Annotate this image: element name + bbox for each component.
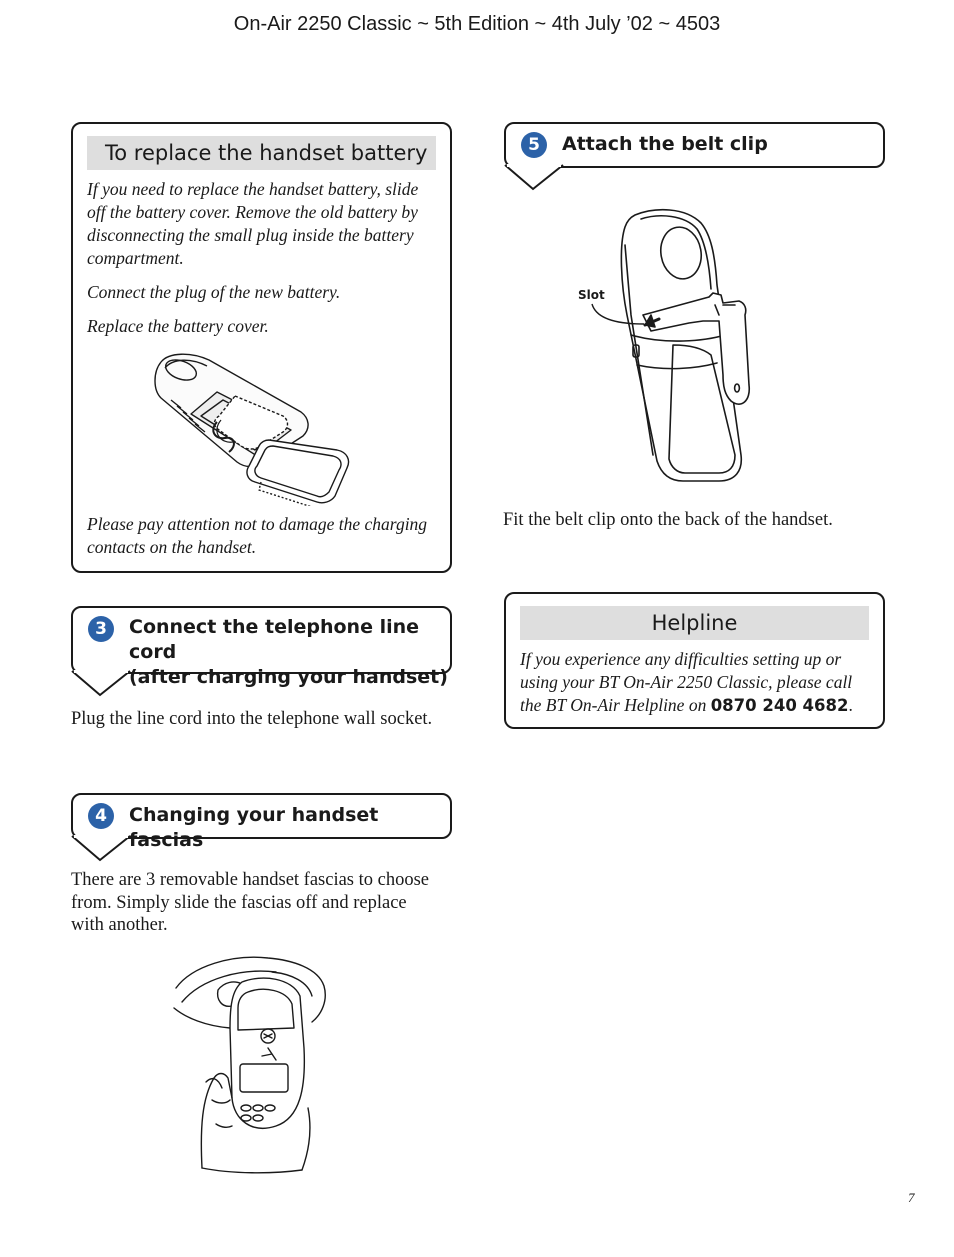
step4-title: Changing your handset fascias [129, 804, 379, 851]
step5-pointer [504, 164, 566, 192]
step5-text: Fit the belt clip onto the back of the handset. [503, 510, 833, 530]
helpline-phone-number: 0870 240 4682 [710, 696, 849, 715]
step3-number-badge: 3 [88, 616, 114, 642]
slot-leader-line [588, 300, 648, 330]
slot-label: Slot [578, 288, 605, 302]
helpline-text-end: . [848, 695, 853, 715]
battery-panel-title: To replace the handset battery [87, 136, 436, 170]
step5-title: Attach the belt clip [562, 133, 768, 155]
step3-box [71, 606, 452, 688]
helpline-panel [504, 592, 885, 729]
helpline-title: Helpline [520, 606, 869, 640]
helpline-text [520, 648, 875, 717]
page-number: 7 [908, 1190, 915, 1205]
step5-box [504, 122, 885, 168]
battery-replacement-illustration [151, 350, 363, 506]
battery-instruction-1: If you need to replace the handset battery, slide off the battery cover. Remove the old battery by disconnecting the small plug inside the battery compartment. [87, 179, 419, 268]
helpline-text-main: If you experience any difficulties setting up or using your BT On-Air 2250 Classic, please call the BT On-Air Helpline on [520, 649, 853, 715]
step3-title-line1: Connect the telephone line cord [129, 616, 420, 663]
step3-title [129, 615, 449, 690]
battery-panel [71, 122, 452, 573]
battery-caution-note: Please pay attention not to damage the charging contacts on the handset. [87, 514, 428, 557]
battery-instruction-2: Connect the plug of the new battery. [87, 282, 341, 302]
battery-instruction-3: Replace the battery cover. [87, 316, 269, 336]
step4-text: There are 3 removable handset fascias to choose from. Simply slide the fascias off and replace with another. [71, 870, 430, 935]
belt-clip-illustration [585, 205, 765, 485]
fascia-change-illustration [172, 948, 332, 1178]
page-header: On-Air 2250 Classic ~ 5th Edition ~ 4th July ’02 ~ 4503 [233, 13, 721, 35]
step5-number-badge: 5 [521, 132, 547, 158]
step4-box [71, 793, 452, 851]
step4-pointer [71, 835, 133, 863]
step3-pointer [71, 670, 133, 698]
step3-text: Plug the line cord into the telephone wall socket. [71, 709, 433, 729]
step4-number-badge: 4 [88, 803, 114, 829]
step3-title-line2: (after charging your handset) [129, 666, 448, 688]
